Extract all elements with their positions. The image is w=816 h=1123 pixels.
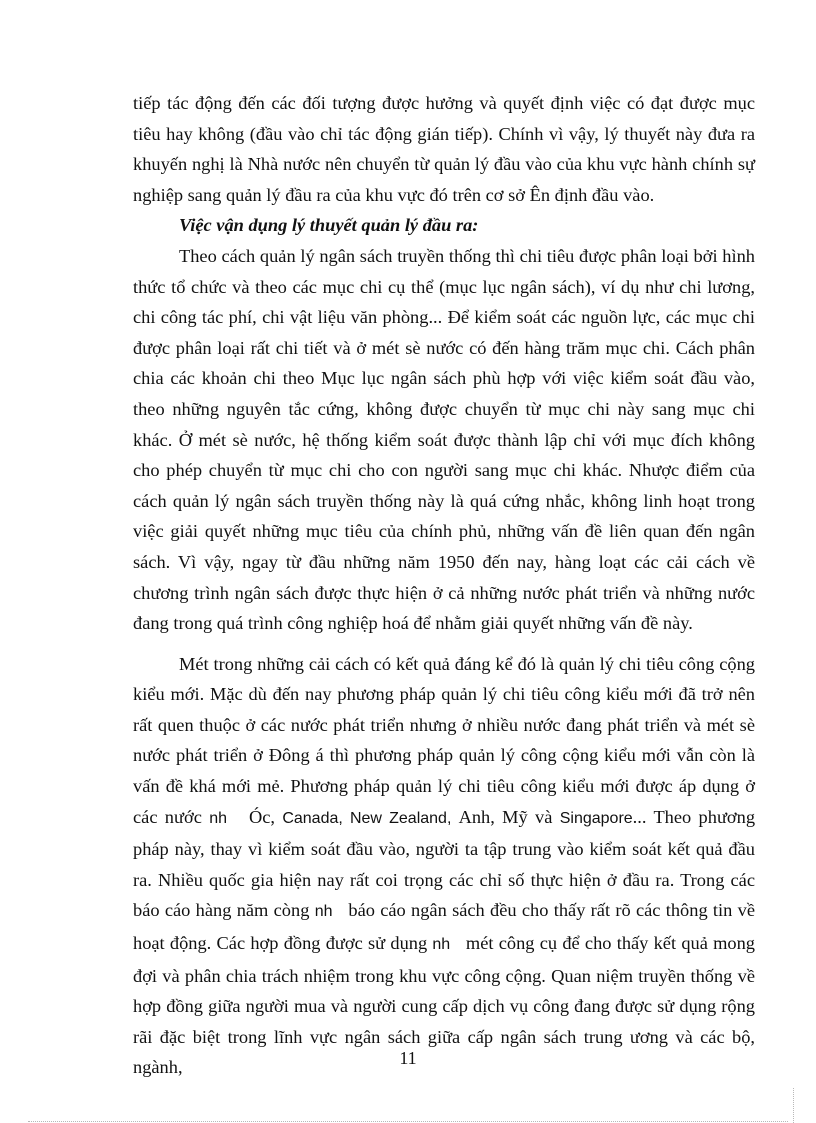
text-segment: Anh, Mỹ và [458, 806, 553, 827]
text-fragment-canada: Canada [282, 809, 339, 827]
text-segment: ... Theo phương pháp này, thay vì kiểm soát đầu vào, người ta tập trung vào kiểm soát kết quả đầu ra. Nhiều quốc gia hiện nay rất coi trọng các chỉ số thực hiện ở đầu ra. Trong các báo cáo hàng năm còng [133, 806, 756, 921]
text-fragment-singapore: Singapore [559, 809, 633, 827]
body-text [133, 88, 755, 1083]
page-border-bottom [28, 1121, 788, 1122]
text-fragment-nh: nh [432, 936, 451, 954]
page-number: 11 [399, 1048, 417, 1068]
text-segment: báo cáo ngân sách đều cho thấy rất rõ các thông tin về hoạt động. Các hợp đồng được sử dụng [133, 900, 755, 954]
paragraph-traditional-budget: Theo cách quản lý ngân sách truyền thống thì chi tiêu được phân loại bởi hình thức tổ chức và theo các mục chi cụ thể (mục lục ngân sách), ví dụ như chi lương, chi công tác phí, chi vật liệu văn phòng... Để kiểm soát các nguồn lực, các mục chi được phân loại rất chi tiết và ở mét sè nước có đến hàng trăm mục chi. Cách phân chia các khoản chi theo Mục lục ngân sách phù hợp với việc kiểm soát đầu vào, theo những nguyên tắc cứng, không được chuyển từ mục chi này sang mục chi khác. Ở mét sè nước, hệ thống kiểm soát được thành lập chỉ với mục đích không cho phép chuyển từ mục chi cho con người sang mục chi khác. Nhược điểm của cách quản lý ngân sách truyền thống này là quá cứng nhắc, không linh hoạt trong việc giải quyết những mục tiêu của chính phủ, những vấn đề liên quan đến ngân sách. Vì vậy, ngay từ đầu những năm 1950 đến nay, hàng loạt các cải cách về chương trình ngân sách được thực hiện ở cả những nước phát triển và những nước đang trong quá trình công nghiệp hoá để nhằm giải quyết những vấn đề này. [133, 245, 755, 634]
text-fragment-nh: nh [209, 809, 227, 827]
text-segment: Mét trong những cải cách có kết quả đáng kể đó là quản lý chi tiêu công cộng kiểu mới. Mặc dù đến nay phương pháp quản lý chi tiêu công kiểu mới đã trở nên rất quen thuộc ở các nước phát triển nhưng ở nhiều nước đang phát triển và mét sè nước phát triển ở Đông á thì phương pháp quản lý công cộng kiểu mới vẫn còn là vấn đề khá mới mẻ. Phương pháp quản lý chi tiêu công kiểu mới được áp dụng ở các nước [133, 653, 755, 827]
page-border-right [793, 1088, 794, 1123]
paragraph-new-public-management: Mét trong những cải cách có kết quả đáng kể đó là quản lý chi tiêu công cộng kiểu mới. Mặc dù đến nay phương pháp quản lý chi tiêu công kiểu mới đã trở nên rất quen thuộc ở các nước phát triển nhưng ở nhiều nước đang phát triển và mét sè nước phát triển ở Đông á thì phương pháp quản lý công cộng kiểu mới vẫn còn là vấn đề khá mới mẻ. Phương pháp quản lý chi tiêu công kiểu mới được áp dụng ở các nước nh Óc, Canada, New Zealand, Anh, Mỹ và Singapore... Theo phương pháp này, thay vì kiểm soát đầu vào, người ta tập trung vào kiểm soát kết quả đầu ra. Nhiều quốc gia hiện nay rất coi trọng các chỉ số thực hiện ở đầu ra. Trong các báo cáo hàng năm còng nh báo cáo ngân sách đều cho thấy rất rõ các thông tin về hoạt động. Các hợp đồng được sử dụng nh mét công cụ để cho thấy kết quả mong đợi và phân chia trách nhiệm trong khu vực công cộng. Quan niệm truyền thống về hợp đồng giữa người mua và người cung cấp dịch vụ công đang được sử dụng rộng rãi đặc biệt trong lĩnh vực ngân sách giữa cấp ngân sách trung ương và các bộ, ngành, [133, 653, 756, 1078]
text-fragment-new-zealand: New Zealand [349, 809, 447, 827]
text-segment: mét công cụ để cho thấy kết quả mong đợi và phân chia trách nhiệm trong khu vực công cộng. Quan niệm truyền thống về hợp đồng giữa người mua và người cung cấp dịch vụ công đang được sử dụng rộng rãi đặc biệt trong lĩnh vực ngân sách giữa cấp ngân sách trung ương và các bộ, ngành, [133, 933, 755, 1078]
text-fragment-nh: nh [314, 903, 333, 921]
text-segment: Óc, [248, 806, 275, 827]
section-heading: Việc vận dụng lý thuyết quản lý đầu ra: [179, 215, 479, 236]
paragraph-continuation: tiếp tác động đến các đối tượng được hưởng và quyết định việc có đạt được mục tiêu hay không (đầu vào chỉ tác động gián tiếp). Chính vì vậy, lý thuyết này đưa ra khuyến nghị là Nhà nước nên chuyển từ quản lý đầu vào của khu vực hành chính sự nghiệp sang quản lý đầu ra của khu vực đó trên cơ sở Ên định đầu vào. [133, 93, 755, 205]
